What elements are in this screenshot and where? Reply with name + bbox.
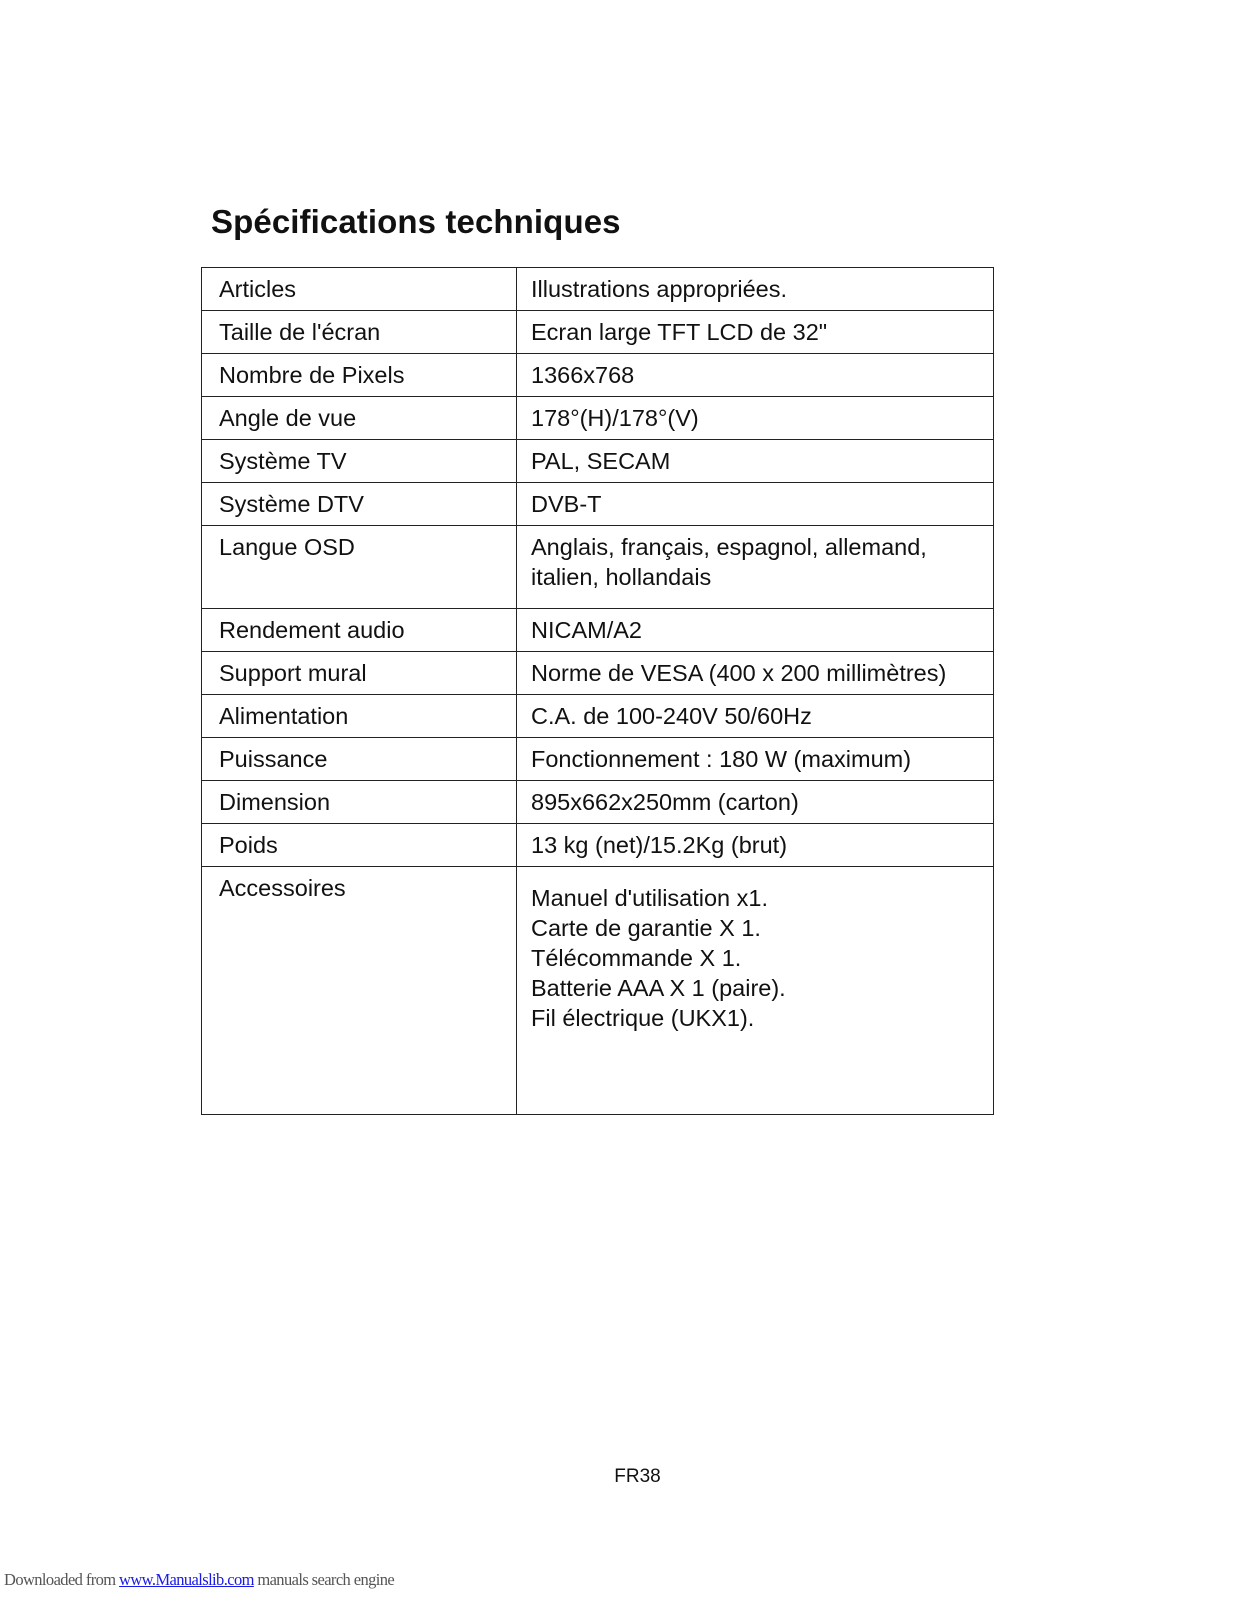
- spec-row: [202, 652, 994, 695]
- spec-label: Rendement audio: [202, 609, 517, 652]
- spec-value-line: Norme de VESA (400 x 200 millimètres): [531, 660, 947, 686]
- spec-value-line: PAL, SECAM: [531, 448, 671, 474]
- spec-value: [517, 311, 994, 354]
- spec-value: [517, 738, 994, 781]
- spec-row: [202, 781, 994, 824]
- page-number: FR38: [614, 1466, 661, 1487]
- footer-suffix: manuals search engine: [253, 1570, 395, 1589]
- spec-value-line: 13 kg (net)/15.2Kg (brut): [531, 832, 788, 858]
- spec-row: [202, 397, 994, 440]
- spec-row: [202, 609, 994, 652]
- spec-row: [202, 867, 994, 1115]
- download-footer: [4, 1570, 394, 1590]
- spec-row: [202, 738, 994, 781]
- spec-row: [202, 483, 994, 526]
- spec-label: Nombre de Pixels: [202, 354, 517, 397]
- spec-row: [202, 824, 994, 867]
- spec-label: Angle de vue: [202, 397, 517, 440]
- spec-value: [517, 609, 994, 652]
- spec-value-line: Manuel d'utilisation x1.: [531, 885, 769, 911]
- spec-table: [201, 267, 994, 1115]
- spec-value: [517, 483, 994, 526]
- spec-row: [202, 311, 994, 354]
- spec-value-line: NICAM/A2: [531, 617, 642, 643]
- spec-value-line: 895x662x250mm (carton): [531, 789, 799, 815]
- spec-value: [517, 652, 994, 695]
- spec-label: Dimension: [202, 781, 517, 824]
- spec-value-line: C.A. de 100-240V 50/60Hz: [531, 703, 812, 729]
- spec-value: [517, 867, 994, 1115]
- spec-value-line: 1366x768: [531, 362, 635, 388]
- spec-value-line: Illustrations appropriées.: [531, 276, 788, 302]
- spec-value-line: Anglais, français, espagnol, allemand,: [531, 534, 927, 560]
- spec-value: [517, 397, 994, 440]
- spec-label: Accessoires: [202, 867, 517, 1115]
- spec-value: [517, 695, 994, 738]
- spec-row: [202, 526, 994, 609]
- spec-label: Système TV: [202, 440, 517, 483]
- spec-value: [517, 354, 994, 397]
- spec-value-line: Fil électrique (UKX1).: [531, 1005, 755, 1031]
- spec-label: Articles: [202, 268, 517, 311]
- spec-value-line: italien, hollandais: [531, 564, 712, 590]
- spec-label: Poids: [202, 824, 517, 867]
- spec-label: Système DTV: [202, 483, 517, 526]
- spec-value-line: 178°(H)/178°(V): [531, 405, 699, 431]
- manualslib-link[interactable]: www.Manualslib.com: [119, 1570, 254, 1589]
- spec-value: [517, 824, 994, 867]
- spec-value: [517, 268, 994, 311]
- spec-value-line: Fonctionnement : 180 W (maximum): [531, 746, 912, 772]
- spec-row: [202, 440, 994, 483]
- spec-label: Puissance: [202, 738, 517, 781]
- footer-prefix: Downloaded from: [4, 1570, 120, 1589]
- page-title: Spécifications techniques: [211, 203, 621, 240]
- spec-row: [202, 268, 994, 311]
- spec-value-line: Batterie AAA X 1 (paire).: [531, 975, 786, 1001]
- spec-value-line: DVB-T: [531, 491, 602, 517]
- spec-label: Support mural: [202, 652, 517, 695]
- spec-label: Alimentation: [202, 695, 517, 738]
- spec-row: [202, 354, 994, 397]
- spec-label: Taille de l'écran: [202, 311, 517, 354]
- spec-row: [202, 695, 994, 738]
- spec-value: [517, 781, 994, 824]
- spec-value-line: Carte de garantie X 1.: [531, 915, 761, 941]
- spec-value-line: Télécommande X 1.: [531, 945, 742, 971]
- spec-value: [517, 440, 994, 483]
- spec-value-line: Ecran large TFT LCD de 32": [531, 319, 828, 345]
- spec-value: [517, 526, 994, 609]
- spec-label: Langue OSD: [202, 526, 517, 609]
